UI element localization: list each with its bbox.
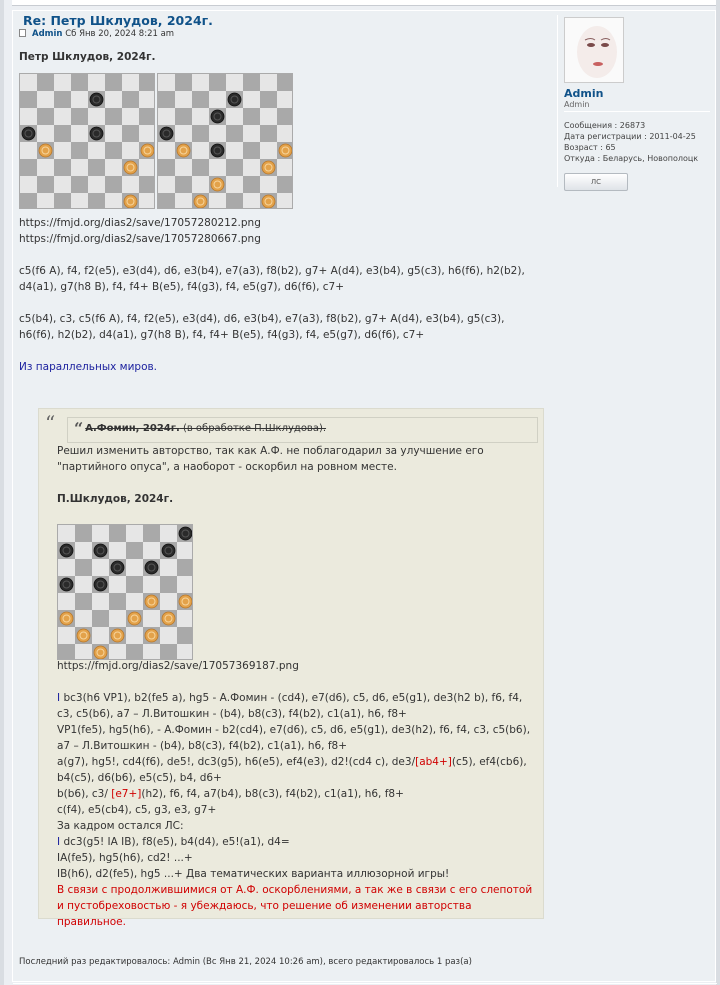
board-square xyxy=(260,74,277,91)
quote-line-5: c(f4), e5(cb4), c5, g3, e3, g7+ xyxy=(57,804,217,816)
board-square xyxy=(192,125,209,142)
checkers-board-2 xyxy=(157,73,293,209)
board-square xyxy=(58,593,75,610)
white-checker-icon xyxy=(279,144,292,157)
board-square xyxy=(243,125,260,142)
profile-divider xyxy=(564,111,710,112)
white-checker-icon xyxy=(128,612,141,625)
board-square xyxy=(71,125,88,142)
board-square xyxy=(143,576,160,593)
board-square xyxy=(243,159,260,176)
board-square xyxy=(243,74,260,91)
board-square xyxy=(75,525,92,542)
board-square xyxy=(109,525,126,542)
board-square xyxy=(260,91,277,108)
quote-line-9: IB(h6), d2(fe5), hg5 ...+ Два тематических варианта иллюзорной игры! xyxy=(57,868,450,880)
board-square xyxy=(160,525,177,542)
board-square xyxy=(105,193,122,209)
board-square xyxy=(75,610,92,627)
black-checker-icon xyxy=(211,144,224,157)
quote-diagram-row xyxy=(57,524,537,658)
board-square xyxy=(92,593,109,610)
board-square xyxy=(37,91,54,108)
white-checker-icon xyxy=(211,178,224,191)
board-square xyxy=(192,159,209,176)
black-checker-icon xyxy=(211,110,224,123)
board-square xyxy=(92,525,109,542)
board-square xyxy=(126,644,143,660)
board-square xyxy=(58,644,75,660)
board-square xyxy=(122,108,139,125)
quote-mark-icon: “ xyxy=(45,411,56,435)
board-square xyxy=(20,193,37,209)
board-square xyxy=(75,593,92,610)
board-square xyxy=(139,159,155,176)
board-square xyxy=(20,142,37,159)
white-checker-icon xyxy=(262,195,275,208)
board-square xyxy=(260,176,277,193)
board-square xyxy=(177,610,193,627)
board-square xyxy=(37,159,54,176)
white-checker-icon xyxy=(77,629,90,642)
board-square xyxy=(54,159,71,176)
solution-para-1: c5(f6 A), f4, f2(e5), e3(d4), d6, e3(b4), e7(a3), f8(b2), g7+ A(d4), e3(b4), g5(c3), h6(f6), h2(b2), d4(a1), g7(h8 B), f4, f4+ B(e5), f4(g3), f4, e5(g7), d6(f6), c7+ xyxy=(19,265,525,293)
board-square xyxy=(139,91,155,108)
quote-heading: П.Шклудов, 2024г. xyxy=(57,493,174,505)
black-checker-icon xyxy=(160,127,173,140)
board-square xyxy=(158,74,175,91)
board-square xyxy=(54,108,71,125)
board-square xyxy=(105,91,122,108)
white-checker-icon xyxy=(111,629,124,642)
board-square xyxy=(109,610,126,627)
board-square xyxy=(54,142,71,159)
board-square xyxy=(105,142,122,159)
inner-quote-mark-icon: “ xyxy=(74,419,84,438)
board-square xyxy=(243,193,260,209)
board-square xyxy=(139,176,155,193)
edit-note: Последний раз редактировалось: Admin (Вс Янв 21, 2024 10:26 am), всего редактировалось 1 раз(а) xyxy=(19,957,472,967)
board-square xyxy=(20,176,37,193)
white-checker-icon xyxy=(60,612,73,625)
board-square xyxy=(105,176,122,193)
board-square xyxy=(75,559,92,576)
board-square xyxy=(71,159,88,176)
board-square xyxy=(160,593,177,610)
board-square xyxy=(139,74,155,91)
black-checker-icon xyxy=(162,544,175,557)
board-square xyxy=(209,193,226,209)
board-square xyxy=(226,108,243,125)
board-square xyxy=(92,610,109,627)
quote-line-10: В связи с продолжившимися от А.Ф. оскорблениями, а так же в связи с его слепотой и пустобреховостью - я убеждаюсь, что решение об изменении авторства правильное. xyxy=(57,884,533,928)
white-checker-icon xyxy=(145,629,158,642)
quote-line-3: a(g7), hg5!, cd4(f6), de5!, dc3(g5), h6(e5), ef4(e3), d2!(cd4 c), de3/[ab4+](c5), ef4(cb6), b4(c5), d6(b6), e5(c5), b4, d6+ xyxy=(57,756,527,784)
board-square xyxy=(54,125,71,142)
board-square xyxy=(71,176,88,193)
black-checker-icon xyxy=(94,578,107,591)
board-square xyxy=(88,142,105,159)
board-square xyxy=(109,576,126,593)
black-checker-icon xyxy=(94,544,107,557)
board-square xyxy=(177,627,193,644)
profile-age: 65 xyxy=(605,143,616,152)
board-square xyxy=(126,576,143,593)
board-square xyxy=(20,74,37,91)
board-square xyxy=(54,193,71,209)
author-link[interactable]: Admin xyxy=(32,29,63,39)
avatar[interactable] xyxy=(564,17,624,83)
diagram-link-1[interactable]: https://fmjd.org/dias2/save/17057280212.png xyxy=(19,217,261,229)
quote-content xyxy=(57,443,537,930)
board-square xyxy=(109,593,126,610)
board-square xyxy=(243,108,260,125)
board-square xyxy=(88,159,105,176)
board-square xyxy=(277,193,293,209)
board-square xyxy=(105,108,122,125)
board-square xyxy=(105,125,122,142)
board-square xyxy=(175,176,192,193)
board-square xyxy=(105,159,122,176)
board-square xyxy=(37,176,54,193)
board-square xyxy=(71,108,88,125)
board-square xyxy=(37,74,54,91)
top-bar xyxy=(12,0,716,6)
board-square xyxy=(160,559,177,576)
board-square xyxy=(54,176,71,193)
board-square xyxy=(226,159,243,176)
black-checker-icon xyxy=(228,93,241,106)
board-square xyxy=(122,74,139,91)
board-square xyxy=(54,91,71,108)
board-square xyxy=(139,108,155,125)
quote-line-7: I dc3(g5! IA IB), f8(e5), b4(d4), e5!(a1), d4= xyxy=(57,836,290,848)
profile-reg: 2011-04-25 xyxy=(649,132,696,141)
board-square xyxy=(37,193,54,209)
board-square xyxy=(71,142,88,159)
board-square xyxy=(277,74,293,91)
board-square xyxy=(158,142,175,159)
board-square xyxy=(139,193,155,209)
post-date: Сб Янв 20, 2024 8:21 am xyxy=(65,29,175,39)
board-square xyxy=(139,125,155,142)
board-square xyxy=(209,74,226,91)
board-square xyxy=(126,627,143,644)
board-square xyxy=(177,644,193,660)
white-checker-icon xyxy=(179,595,192,608)
board-square xyxy=(192,74,209,91)
board-square xyxy=(143,525,160,542)
board-square xyxy=(58,627,75,644)
board-square xyxy=(243,142,260,159)
board-square xyxy=(277,159,293,176)
white-checker-icon xyxy=(262,161,275,174)
quote-diagram-link[interactable]: https://fmjd.org/dias2/save/17057369187.png xyxy=(57,660,299,672)
post-heading: Петр Шклудов, 2024г. xyxy=(19,51,156,63)
board-square xyxy=(92,627,109,644)
parallel-worlds-text: Из параллельных миров. xyxy=(19,361,158,373)
board-square xyxy=(143,644,160,660)
inner-quote-author: А.Фомин, 2024г. xyxy=(85,423,180,434)
board-square xyxy=(277,91,293,108)
white-checker-icon xyxy=(39,144,52,157)
board-square xyxy=(88,176,105,193)
profile-posts: 26873 xyxy=(619,121,646,130)
board-square xyxy=(109,644,126,660)
board-square xyxy=(158,193,175,209)
inner-quote xyxy=(67,417,538,443)
board-square xyxy=(175,108,192,125)
board-square xyxy=(143,542,160,559)
board-square xyxy=(88,74,105,91)
board-square xyxy=(209,91,226,108)
board-square xyxy=(175,193,192,209)
profile-info: Сообщения : 26873 Дата регистрации : 2011-04-25 Возраст : 65 Откуда : Беларусь, Новополоцк xyxy=(564,121,699,163)
quote-line-8: IA(fe5), hg5(h6), cd2! ...+ xyxy=(57,852,193,864)
board-square xyxy=(277,125,293,142)
forum-post xyxy=(12,10,716,982)
board-square xyxy=(158,108,175,125)
board-square xyxy=(126,542,143,559)
avatar-face-icon xyxy=(565,18,624,83)
board-square xyxy=(192,142,209,159)
diagram-row xyxy=(19,73,539,215)
board-square xyxy=(175,91,192,108)
board-square xyxy=(122,125,139,142)
board-square xyxy=(105,74,122,91)
post-meta xyxy=(19,29,174,39)
board-square xyxy=(226,74,243,91)
board-square xyxy=(92,559,109,576)
white-checker-icon xyxy=(177,144,190,157)
board-square xyxy=(260,108,277,125)
white-checker-icon xyxy=(194,195,207,208)
board-square xyxy=(20,159,37,176)
board-square xyxy=(71,91,88,108)
board-square xyxy=(71,193,88,209)
board-square xyxy=(20,108,37,125)
board-square xyxy=(126,559,143,576)
board-square xyxy=(126,593,143,610)
black-checker-icon xyxy=(60,544,73,557)
board-square xyxy=(54,74,71,91)
inner-quote-rest: (в обработке П.Шклудова). xyxy=(179,423,327,434)
profile-rank: Admin xyxy=(564,100,590,109)
white-checker-icon xyxy=(145,595,158,608)
diagram-link-2[interactable]: https://fmjd.org/dias2/save/17057280667.png xyxy=(19,233,261,245)
white-checker-icon xyxy=(162,612,175,625)
quote-line-1: I bc3(h6 VP1), b2(fe5 a), hg5 - А.Фомин - (cd4), e7(d6), c5, d6, e5(g1), de3(h2 b), f6, f4, c3, c5(b6), a7 – Л.Витошкин - (b4), b8(c3), f4(b2), c1(a1), h6, f8+ xyxy=(57,692,523,720)
board-square xyxy=(88,108,105,125)
quote-block xyxy=(38,408,544,928)
board-square xyxy=(209,159,226,176)
quote-line-2: VP1(fe5), hg5(h6), - А.Фомин - b2(cd4), e7(d6), c5, d6, e5(g1), de3(h2), f6, f4, c3, c5(b6), a7 – Л.Витошкин - (b4), b8(c3), f4(b2), c1(a1), h6, f8+ xyxy=(57,724,531,752)
board-square xyxy=(192,176,209,193)
white-checker-icon xyxy=(124,161,137,174)
board-square xyxy=(143,610,160,627)
board-square xyxy=(277,108,293,125)
board-square xyxy=(37,125,54,142)
board-square xyxy=(177,542,193,559)
board-square xyxy=(177,559,193,576)
board-square xyxy=(109,542,126,559)
quote-line-4: b(b6), c3/ [e7+](h2), f6, f4, a7(b4), b8(c3), f4(b2), c1(a1), h6, f8+ xyxy=(57,788,404,800)
board-square xyxy=(58,525,75,542)
board-square xyxy=(226,142,243,159)
board-square xyxy=(58,559,75,576)
board-square xyxy=(175,74,192,91)
board-square xyxy=(175,125,192,142)
board-square xyxy=(243,176,260,193)
board-square xyxy=(75,644,92,660)
board-square xyxy=(158,159,175,176)
solution-para-2: c5(b4), c3, c5(f6 A), f4, f2(e5), e3(d4), d6, e3(b4), e7(a3), f8(b2), g7+ A(d4), e3(b4), g5(c3), h6(f6), h2(b2), d4(a1), g7(h8 B), f4, f4+ B(e5), f4(g3), f4, e5(g7), d6(f6), c7+ xyxy=(19,313,505,341)
post-content xyxy=(19,49,539,375)
black-checker-icon xyxy=(90,93,103,106)
board-square xyxy=(158,91,175,108)
board-square xyxy=(71,74,88,91)
board-square xyxy=(75,576,92,593)
board-square xyxy=(175,159,192,176)
white-checker-icon xyxy=(94,646,107,659)
board-square xyxy=(226,176,243,193)
checkers-board-3 xyxy=(57,524,193,660)
board-square xyxy=(226,125,243,142)
quote-line-6: За кадром остался ЛС: xyxy=(57,820,184,832)
board-square xyxy=(122,142,139,159)
board-square xyxy=(277,176,293,193)
board-square xyxy=(260,125,277,142)
board-square xyxy=(160,576,177,593)
board-square xyxy=(158,176,175,193)
board-square xyxy=(160,644,177,660)
quote-para-1: Решил изменить авторство, так как А.Ф. не поблагодарил за улучшение его "партийного опуса", а наоборот - оскорбил на ровном месте. xyxy=(57,445,484,473)
checkers-board-1 xyxy=(19,73,155,209)
board-square xyxy=(177,576,193,593)
bottom-bar xyxy=(13,983,717,984)
page xyxy=(4,0,716,985)
post-icon[interactable] xyxy=(19,29,26,37)
black-checker-icon xyxy=(90,127,103,140)
profile-from: Беларусь, Новополоцк xyxy=(602,154,699,163)
pm-button[interactable]: ЛС xyxy=(564,173,628,191)
black-checker-icon xyxy=(111,561,124,574)
board-square xyxy=(192,108,209,125)
white-checker-icon xyxy=(124,195,137,208)
board-square xyxy=(160,627,177,644)
board-square xyxy=(20,91,37,108)
board-square xyxy=(75,542,92,559)
board-square xyxy=(243,91,260,108)
black-checker-icon xyxy=(145,561,158,574)
post-title[interactable]: Re: Петр Шклудов, 2024г. xyxy=(23,13,213,28)
profile-username[interactable]: Admin xyxy=(564,87,604,100)
board-square xyxy=(209,125,226,142)
black-checker-icon xyxy=(22,127,35,140)
black-checker-icon xyxy=(60,578,73,591)
board-square xyxy=(126,525,143,542)
board-square xyxy=(122,91,139,108)
board-square xyxy=(260,142,277,159)
board-square xyxy=(37,108,54,125)
author-profile xyxy=(557,15,711,187)
board-square xyxy=(88,193,105,209)
black-checker-icon xyxy=(179,527,192,540)
board-square xyxy=(192,91,209,108)
board-square xyxy=(122,176,139,193)
board-square xyxy=(226,193,243,209)
white-checker-icon xyxy=(141,144,154,157)
